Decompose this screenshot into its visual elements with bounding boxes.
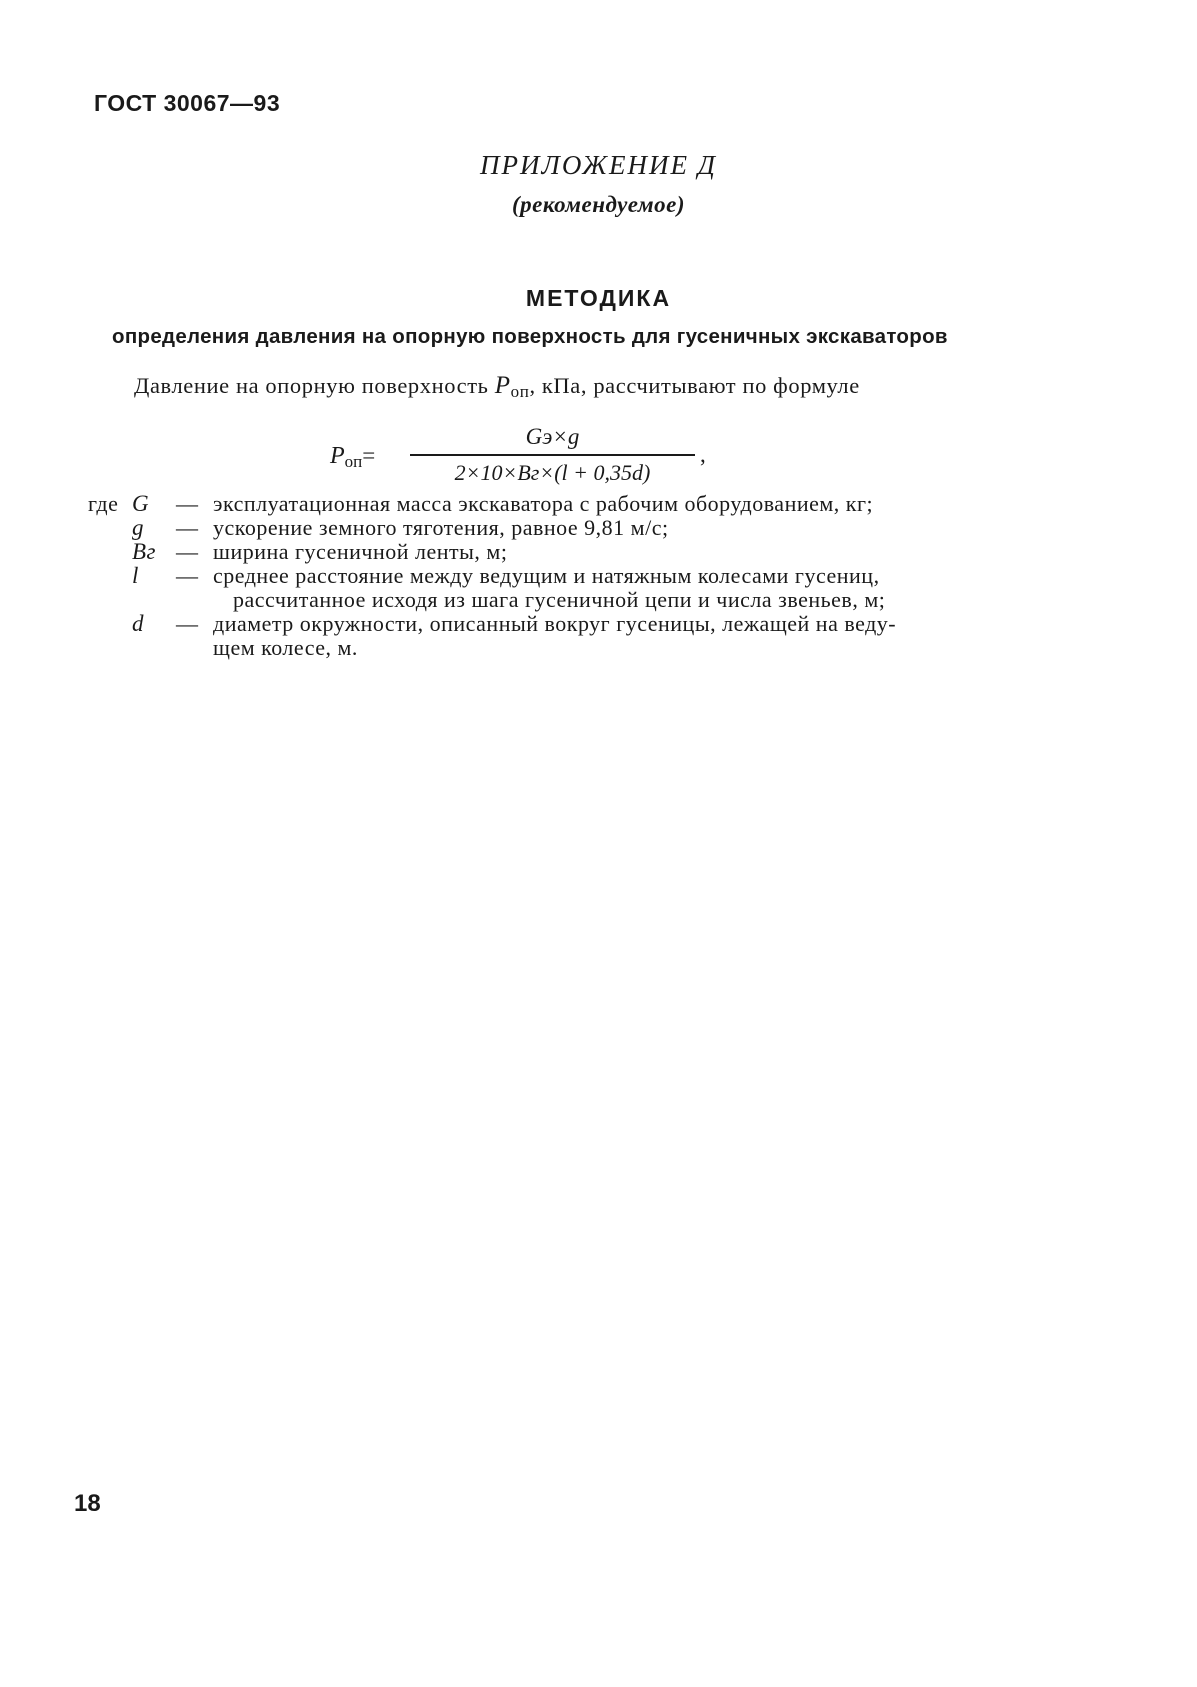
variable-definitions: [88, 492, 1018, 660]
fraction-bar: [410, 454, 695, 456]
appendix-status: (рекомендуемое): [511, 192, 686, 217]
formula-lhs: [330, 443, 375, 470]
definition-dash: —: [176, 611, 199, 636]
definition-continuation: [88, 588, 1018, 612]
definition-row: [88, 564, 1018, 588]
definition-text: диаметр окружности, описанный вокруг гусеницы, лежащей на веду-: [213, 611, 897, 636]
formula-denominator: 2×10×Bг×(l + 0,35d): [454, 459, 651, 485]
formula-trailing-comma: ,: [700, 442, 706, 467]
definition-symbol: d: [132, 611, 144, 636]
definition-dash: —: [176, 491, 199, 516]
formula-fraction: [410, 422, 695, 487]
appendix-title: ПРИЛОЖЕНИЕ Д: [480, 150, 717, 180]
page-number: 18: [74, 1490, 101, 1517]
intro-text-before: Давление на опорную поверхность: [134, 373, 495, 398]
formula-numerator: Gэ×g: [525, 424, 580, 449]
definition-text: рассчитанное исходя из шага гусеничной цепи и числа звеньев, м;: [233, 587, 886, 612]
definition-row: [88, 540, 1018, 564]
definition-row: [88, 516, 1018, 540]
definition-dash: —: [176, 539, 199, 564]
definition-symbol: l: [132, 563, 139, 588]
definition-text: щем колесе, м.: [213, 635, 358, 660]
intro-text-after: , кПа, рассчитывают по формуле: [529, 373, 860, 398]
definition-symbol: G: [132, 491, 150, 516]
definition-dash: —: [176, 563, 199, 588]
definition-text: эксплуатационная масса экскаватора с рабочим оборудованием, кг;: [213, 491, 874, 516]
definition-symbol: Bг: [132, 539, 157, 564]
intro-symbol-subscript: оп: [510, 382, 530, 401]
where-label: где: [88, 491, 119, 516]
definition-text: среднее расстояние между ведущим и натяжным колесами гусениц,: [213, 563, 880, 588]
formula-lhs-subscript: оп: [344, 452, 363, 471]
standard-code: ГОСТ 30067—93: [94, 90, 281, 116]
definition-symbol: g: [132, 515, 144, 540]
definition-continuation: [88, 636, 1018, 660]
intro-symbol: P: [494, 372, 511, 399]
formula-equals: =: [362, 443, 376, 468]
definition-text: ширина гусеничной ленты, м;: [213, 539, 508, 564]
method-title: МЕТОДИКА: [525, 285, 672, 311]
definition-row: [88, 612, 1018, 636]
intro-paragraph: [134, 372, 860, 400]
definition-dash: —: [176, 515, 199, 540]
definition-row: [88, 492, 1018, 516]
definition-text: ускорение земного тяготения, равное 9,81 м/с;: [213, 515, 669, 540]
formula-lhs-symbol: P: [330, 443, 345, 469]
method-subtitle: определения давления на опорную поверхность для гусеничных экскаваторов: [112, 325, 948, 348]
